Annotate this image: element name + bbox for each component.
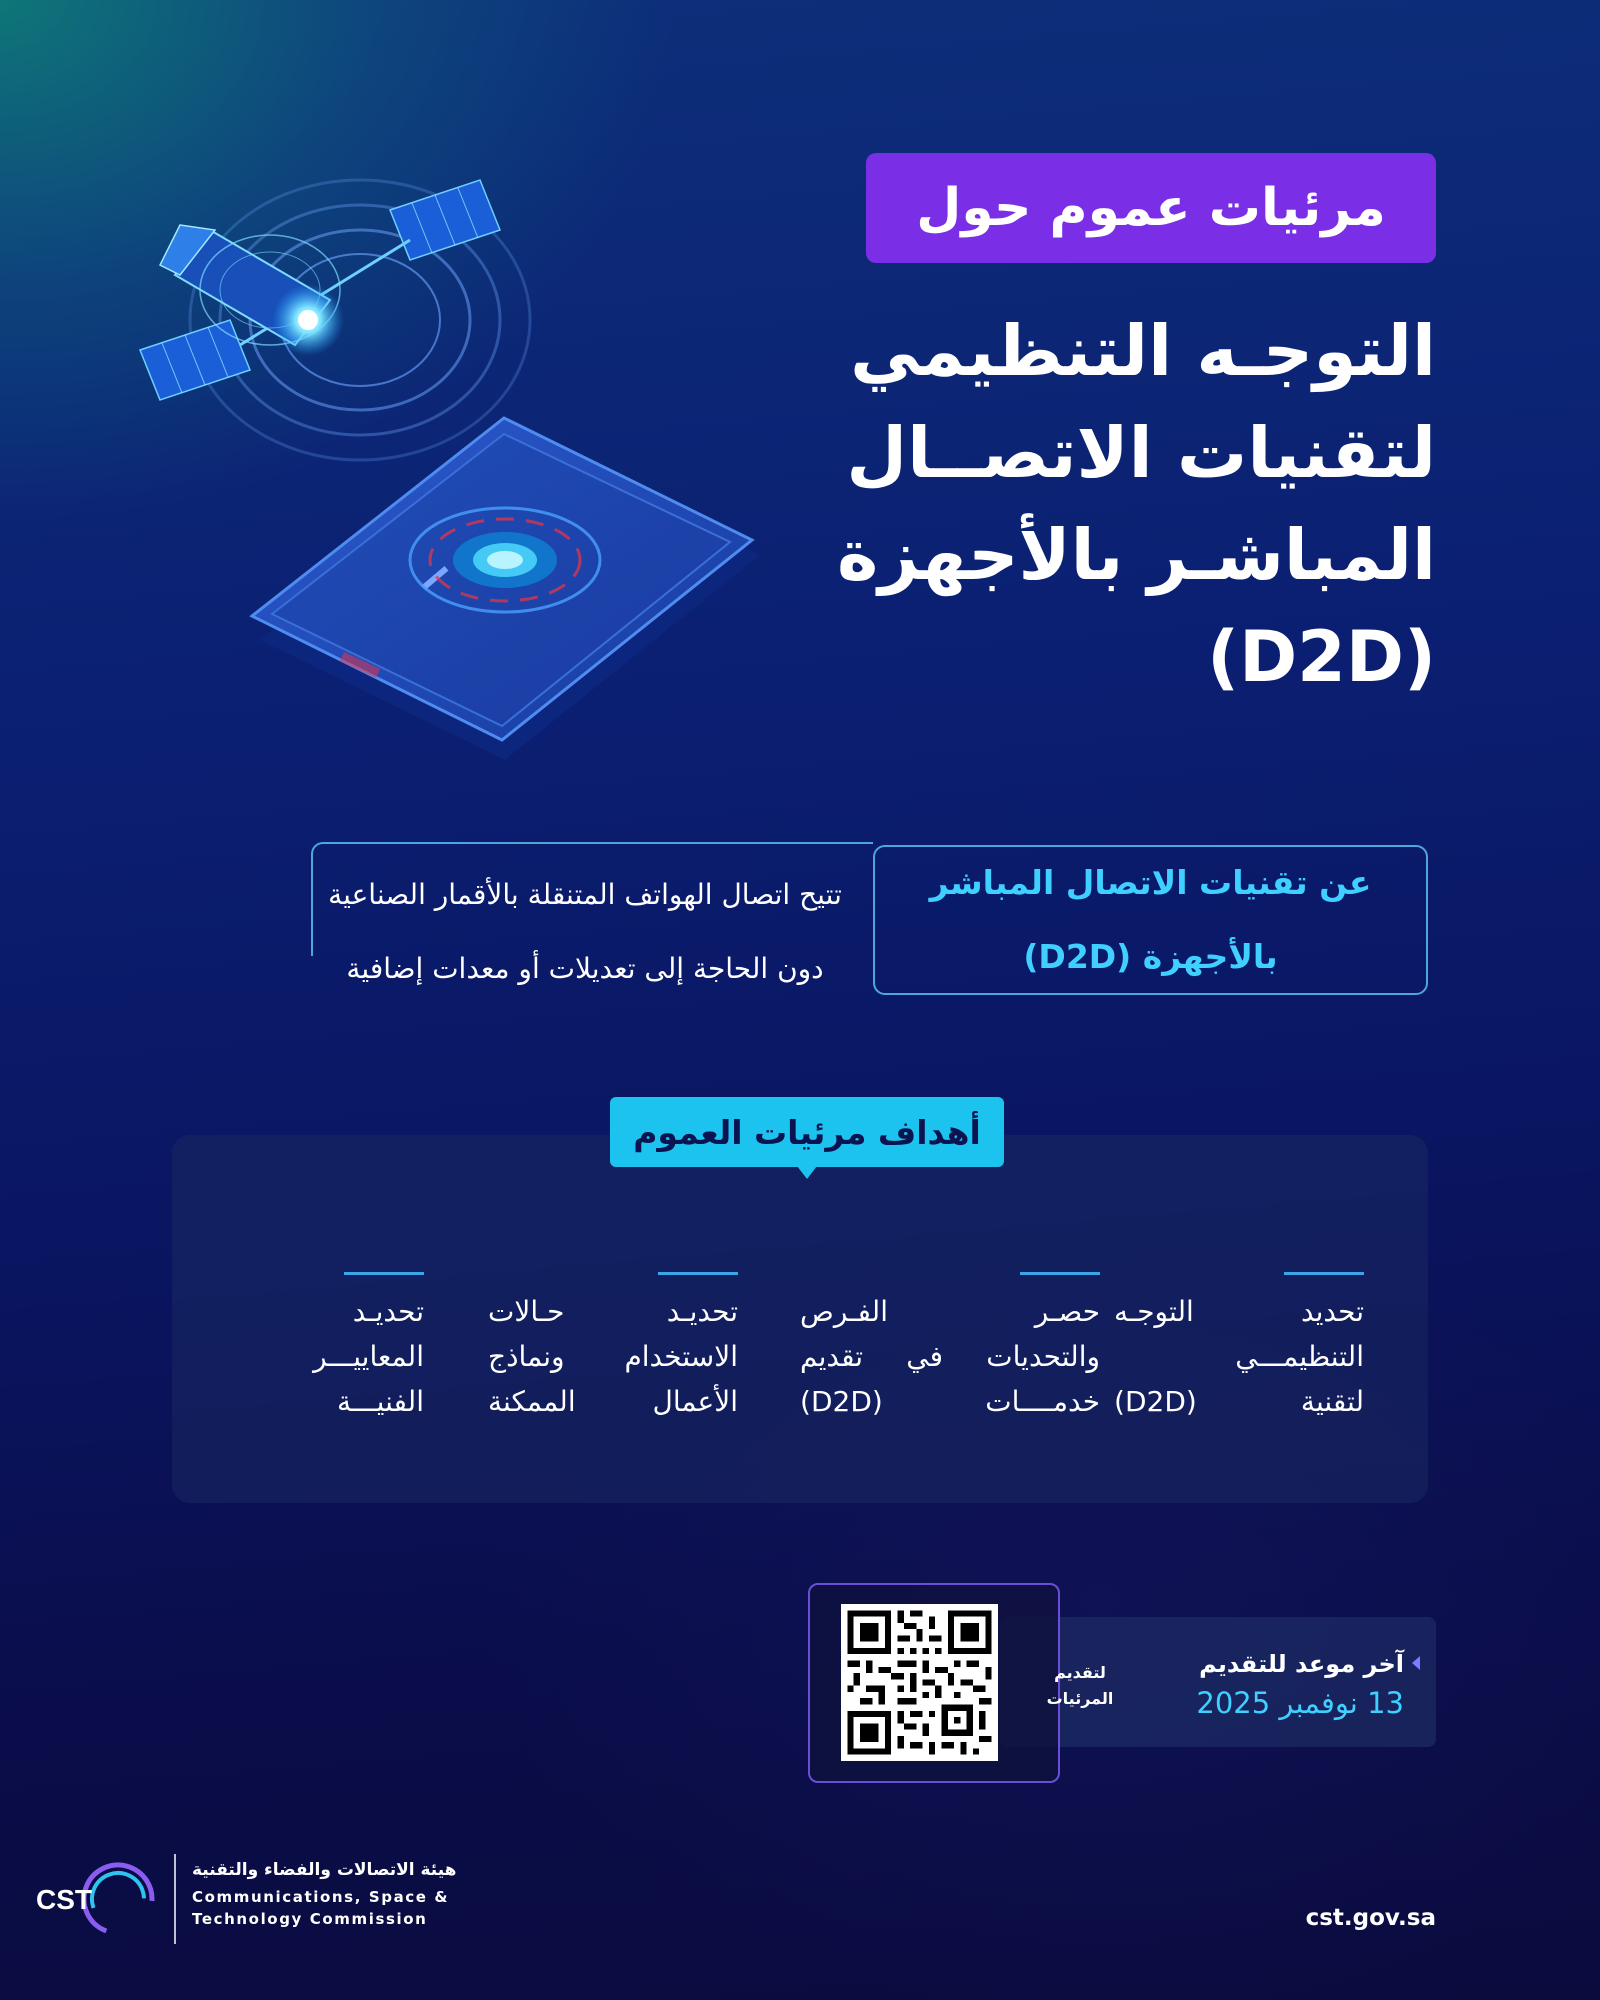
deadline-title: آخر موعد للتقديم xyxy=(1199,1650,1404,1678)
about-description-line-1: تتيح اتصال الهواتف المتنقلة بالأقمار الصناعية xyxy=(328,878,842,911)
qr-label xyxy=(1010,1660,1150,1712)
goals-pointer-icon xyxy=(797,1166,817,1179)
phone-icon xyxy=(252,418,760,760)
topic-tag: مرئيات عموم حول xyxy=(866,153,1436,263)
org-name-english-line-2: Technology Commission xyxy=(192,1910,428,1928)
about-title-line-1: عن تقنيات الاتصال المباشر xyxy=(929,863,1372,902)
qr-code-icon[interactable] xyxy=(841,1604,998,1761)
goal-item xyxy=(800,1272,1100,1424)
goal-item xyxy=(1114,1272,1364,1424)
about-description xyxy=(325,858,845,1006)
website-link[interactable]: cst.gov.sa xyxy=(1305,1905,1436,1931)
goal-text-line: الفنيـــة xyxy=(337,1385,424,1418)
org-name-english-line-1: Communications, Space & xyxy=(192,1888,450,1906)
goal-text-line: لتقنية (D2D) xyxy=(1114,1385,1364,1418)
goal-divider xyxy=(1284,1272,1364,1275)
goal-item xyxy=(240,1272,424,1424)
goal-text-line: تحديـد xyxy=(352,1295,424,1328)
qr-label-line-1: لتقديم xyxy=(1054,1663,1106,1682)
title-line-3: المباشـر بالأجهزة xyxy=(837,514,1436,596)
goal-text-line: الاستخدام ونماذج xyxy=(488,1340,738,1373)
triangle-arrow-icon xyxy=(1412,1656,1420,1670)
goal-text-line: تحديد التوجـه xyxy=(1114,1295,1364,1328)
goal-text-line: تحديـد حـالات xyxy=(488,1295,738,1328)
goal-divider xyxy=(658,1272,738,1275)
deadline-date: 13 نوفمبر 2025 xyxy=(1196,1686,1404,1720)
goal-text-line: التنظيمـــي xyxy=(1235,1340,1364,1373)
about-title-box xyxy=(873,845,1428,995)
goals-title-badge: أهداف مرئيات العموم xyxy=(610,1097,1004,1167)
goal-divider xyxy=(344,1272,424,1275)
goal-text-line: حصـر الفـرص xyxy=(800,1295,1100,1328)
title-line-2: لتقنيات الاتصــال xyxy=(846,412,1436,494)
logo-text: CST xyxy=(36,1884,92,1915)
about-description-line-2: دون الحاجة إلى تعديلات أو معدات إضافية xyxy=(346,952,824,985)
goal-item xyxy=(488,1272,738,1424)
goal-divider xyxy=(1020,1272,1100,1275)
satellite-phone-illustration xyxy=(120,170,780,750)
footer-divider xyxy=(174,1854,176,1944)
goal-text-line: والتحديات في تقديم xyxy=(800,1340,1100,1373)
about-title-line-2: بالأجهزة (D2D) xyxy=(1023,937,1278,976)
goal-text-line: المعاييـــر xyxy=(313,1340,424,1373)
page-title xyxy=(796,300,1436,708)
org-name-english xyxy=(192,1886,449,1930)
title-line-4: (D2D) xyxy=(1207,616,1436,698)
goal-text-line: الأعمال الممكنة xyxy=(488,1385,738,1418)
cst-logo-icon xyxy=(36,1858,168,1940)
qr-label-line-2: المرئيات xyxy=(1046,1689,1114,1708)
title-line-1: التوجـه التنظيمي xyxy=(850,310,1436,392)
goal-text-line: خدمــــات (D2D) xyxy=(800,1385,1100,1418)
org-name-arabic: هيئة الاتصالات والفضاء والتقنية xyxy=(192,1860,457,1880)
